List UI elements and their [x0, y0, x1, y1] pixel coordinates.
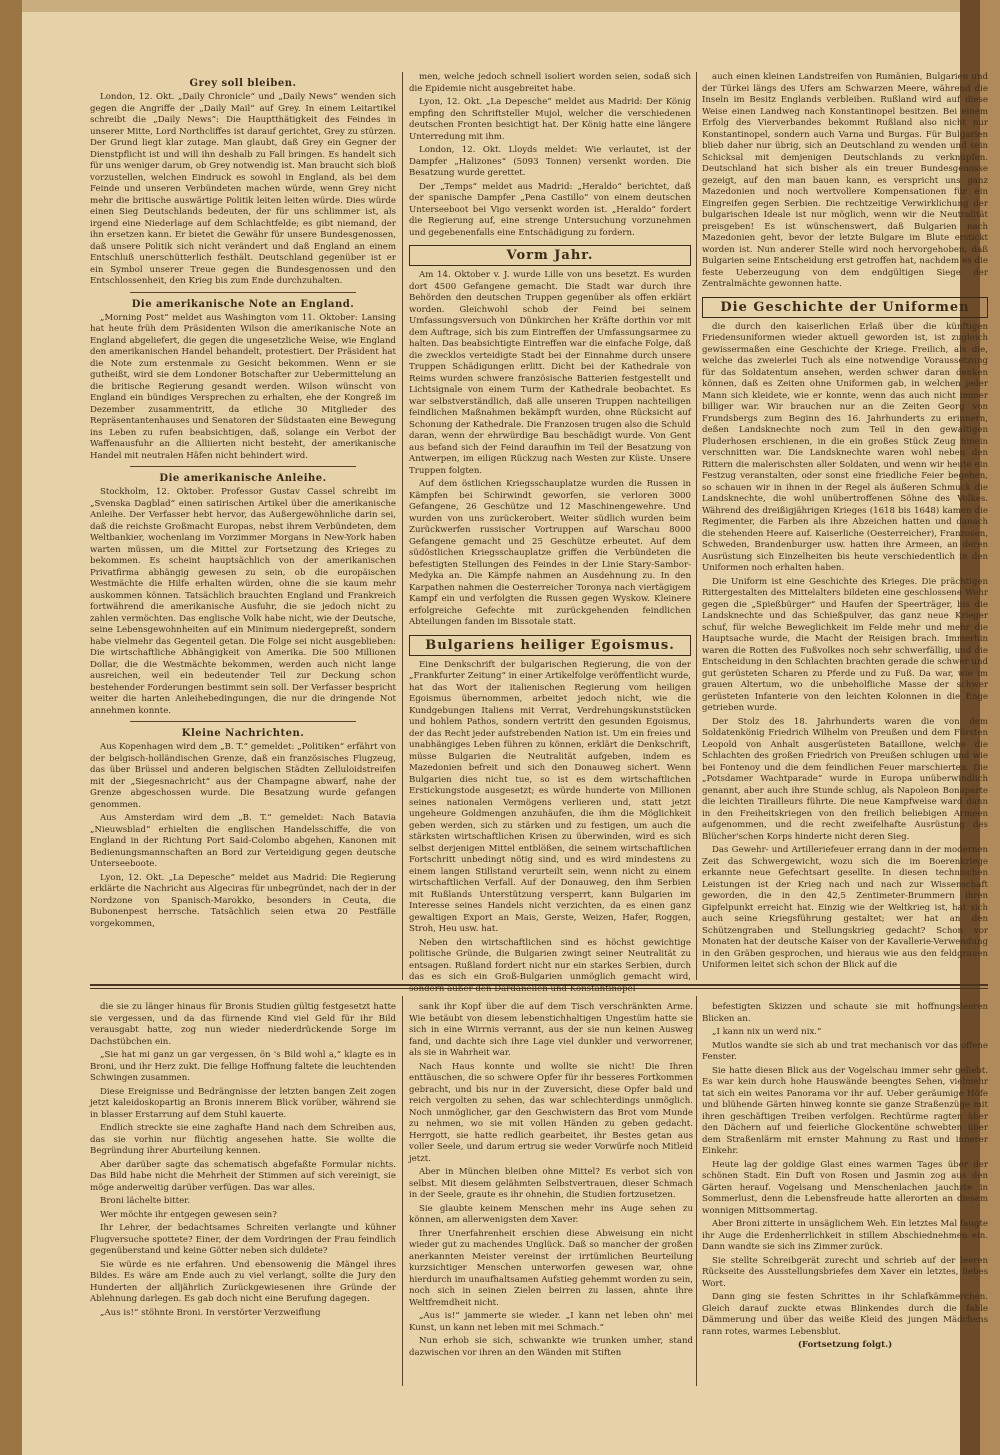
article-paragraph: Auf dem östlichen Kriegsschauplatze wurden die Russen in Kämpfen bei Schirwindt geworfen, sie verloren 3000 Gefangene, 26 Geschütze und 12 Maschinengewehre. Und wurden von uns zurückerobert. Weiter südlich wurden beim Zurückwerfen russischer Vortruppen auf Warschau 8000 Gefangene gemacht und 25 Geschütze erbeutet. Auf dem südöstlichen Kriegsschauplatze griffen die Verbündeten die befestigten Stellungen des Feindes in der Linie Stary-Sambor-Medyka an. Die Kämpfe nahmen an Ausdehnung zu. In den Karpathen nahmen die Oesterreicher Toronya nach viertägigem Kampf ein und verfolgten die Russen gegen Wyskow. Kleinere erfolgreiche Gefechte mit zurückgehenden feindlichen Abteilungen fanden im Bissotale statt. — [409, 479, 691, 627]
article-paragraph: men, welche jedoch schnell isoliert worden seien, sodaß sich die Epidemie nicht ausgebreitet habe. — [409, 72, 691, 94]
article-paragraph: „Morning Post“ meldet aus Washington vom 11. Oktober: Lansing hat heute früh dem Präsidenten Wilson die amerikanische Note an England abgeliefert, die gegen die ungesetzliche Weise, wie England den amerikanischen Handel behandelt, protestiert. Der Präsident hat die Note zum erstenmale zu Gesicht bekommen. Wenn er sie gutheißt, wird sie dem Londoner Botschafter zur Uebermittelung an die britische Regierung gesandt werden. Wilson wünscht von England ein bündiges Versprechen zu erhalten, ehe der Kongreß im Dezember zusammentritt, da etliche 30 Mitglieder des Repräsentantenhauses und Senatoren der Südstaaten eine Bewegung ins Leben zu rufen beabsichtigen, daß, solange ein Verbot der Waffenausfuhr an die Alliierten nicht besteht, der amerikanische Handel mit neutralen Häfen nicht behindert wird. — [90, 312, 396, 461]
story-paragraph: sank ihr Kopf über die auf dem Tisch verschränkten Arme. Wie betäubt von diesem lebenstichhaltigen Ungestüm hatte sie sich in eine Wirrnis verrannt, aus der sie nun keinen Ausweg fand, und dachte sich ihre Lage viel dunkler und verworrener, als sie in Wahrheit war. — [409, 1002, 693, 1058]
article-paragraph: Die Uniform ist eine Geschichte des Krieges. Die prächtigen Rittergestalten des Mittelalters bildeten eine geschlossene Wehr gegen die „Spießbürger“ und Haufen der Speerträger, bis die Landsknechte und das Schießpulver, das ganz neue Krieger schuf, für welche Beweglichkeit im Felde mehr und mehr die Hauptsache wurde, die Macht der Reisigen brach. Immerhin waren die Rotten des Fußvolkes noch sehr schwerfällig, und die Entscheidung in den Schlachten brachten gerade die schwer und gut gerüsteten Scharen zu Pferde und zu Fuß. Da war, wie im grauen Altertum, wo die unbeholfliche Masse der schwer gerüsteten Infanterie von den leichten Kolonnen in die Enge getrieben wurde. — [702, 576, 988, 713]
story-paragraph: die sie zu länger hinaus für Bronis Studien gültig festgesetzt hatte sie vergessen, und da das fürnende Kind viel Geld für ihr Bild verausgabt hatte, zog nun wieder niederdrückende Sorge im Dachstübchen ein. — [90, 1002, 396, 1047]
story-paragraph: Mutlos wandte sie sich ab und trat mechanisch vor das offene Fenster. — [702, 1040, 988, 1062]
article-paragraph: London, 12. Okt. Lloyds meldet: Wie verlautet, ist der Dampfer „Halizones“ (5093 Tonnen) versenkt worden. Die Besatzung wurde gerettet. — [409, 145, 691, 178]
story-paragraph: Nun erhob sie sich, schwankte wie trunken umher, stand dazwischen vor ihren an den Wänden mit Stiften — [409, 1336, 693, 1358]
article-paragraph: Aus Amsterdam wird dem „B. T.“ gemeldet: Nach Batavia „Nieuwsblad“ erhielten die englischen Handelsschiffe, die von England in der Richtung Port Said-Colombo abgehen, Kanonen mit Bedienungsmannschaften an Bord zur Verteidigung gegen deutsche Unterseeboote. — [90, 813, 396, 869]
story-paragraph: „I kann nix un werd nix.“ — [712, 1027, 822, 1037]
article-title: Die amerikanische Note an England. — [131, 298, 355, 310]
article-paragraph: Aus Kopenhagen wird dem „B. T.“ gemeldet: „Politiken“ erfährt von der belgisch-holländischen Grenze, daß ein französisches Flugzeug, das über Brüssel und anderen belgischen Städten Zelluloidstreifen mit der „Siegesnachricht“ aus der Champagne abwarf, nahe der Grenze abgeschossen wurde. Die Besatzung wurde gefangen genommen. — [90, 742, 396, 810]
story-paragraph: Ihrer Unerfahrenheit erschien diese Abweisung ein nicht wieder gut zu machendes Unglück. Daß so mancher der großen anerkannten Meister vereinst der irrtümlichen Beurteilung kurzsichtiger Menschen unterworfen gewesen war, ohne hierdurch im unaufhaltsamen Aufstieg gehemmt worden zu sein, noch sich in seinen Zielen beirren zu lassen, ahnte ihre Weltfremdheit nicht. — [409, 1228, 693, 1308]
article-paragraph: Eine Denkschrift der bulgarischen Regierung, die von der „Frankfurter Zeitung“ in einer Artikelfolge veröffentlicht wurde, hat das Wort der italienischen Regierung vom heiligen Egoismus übernommen, arbeitet jedoch nicht, wie die Kundgebungen Italiens mit Verrat, Verdrehungskunststücken und hohlem Pathos, sondern vertritt den gesunden Egoismus, der das Recht jeder aufstrebenden Nation ist. Um ein freies und unabhängiges Leben führen zu können, erklärt die Denkschrift, müsse Bulgarien die Neutralität aufgeben, indem es Mazedonien befreit und sich den Donauweg sichert. Wenn Bulgarien dies nicht tue, so ist es dem wirtschaftlichen Erstickungstode ausgesetzt; es würde hunderte von Millionen seines nationalen Vermögens verlieren und, statt jetzt ungeheure Goldmengen anzuhäufen, die ihm die Möglichkeit geben werden, sich zu stärken und zu festigen, um auch die stärksten wirtschaftlichen Krisen zu überwinden, wird es sich selbst derjenigen Mittel entblößen, die seinem wirtschaftlichen Fortschritt unbedingt nötig sind, und es wird mindestens zu einem langen Stillstand verurteilt sein, wenn nicht zu einem wirtschaftlichen Verfall. Auf der Donauweg, den ihm Serbien mit Rußlands Unterstützung versperrt, kann Bulgarien im Interesse seines Handels nicht verzichten, da es einen ganz gewaltigen Export an Mais, Gerste, Weizen, Hafer, Roggen, Stroh, Heu usw. hat. — [409, 659, 691, 934]
article-paragraph: die durch den kaiserlichen Erlaß über die künftigen Friedensuniformen wieder aktuell geworden ist, ist zugleich gewissermaßen eine Geschichte der Kriege. Freilich, als die, welche das zweierlei Tuch als eine notwendige Voraussetzung für das Soldatentum ansehen, werden schwer daran denken können, daß es Zeiten ohne Uniformen gab, in welchen jeder Mann sich kleidete, wie er konnte, wenn das auch nicht immer billiger war. Wir brauchen nur an die Zeiten Georg von Frundsbergs zum Beginn des 16. Jahrhunderts zu erinnern, deßen Landsknechte noch zum Teil in den gewaltigen Pluderhosen erschienen, in die ein großes Stück Zeug hinein verschnitten war. Die Landsknechte waren wohl neben den Rittern die malerischsten aller Soldaten, und wenn wir heute ein Festzug veranstalten, oder sonst eine friedliche Feier begehen, so schauen wir in ihnen in der Regel als äußeren Schmuck die Landsknechte, die wohl unübertroffenen Söhne des Volkes. Während des dreißigjährigen Krieges (1618 bis 1648) kamen die Regimenter, die Farben als ihre Abzeichen hatten und danach die stehenden Heere auf. Kaiserliche (Oesterreicher), Franzosen, Schweden, Brandenburger usw. hatten ihre Armeen, an deren Ausrüstung sich Einzelheiten bis heute verschiedentlich in den Uniformen noch erhalten haben. — [702, 321, 988, 573]
divider — [130, 292, 356, 293]
page-edge-left — [0, 0, 22, 1455]
story-paragraph: Aber darüber sagte das schematisch abgefaßte Formular nichts. Das Bild habe nicht die Mehrheit der Stimmen auf sich vereinigt, sie möge anderweitig darüber verfügen. Das war alles. — [90, 1159, 396, 1193]
story-paragraph: Sie hatte diesen Blick aus der Vogelschau immer sehr geliebt. Es war kein durch hohe Hauswände beengtes Sehen, vielmehr tat sich ein weites Panorama vor ihr auf. Ueber geräumige Höfe und blühende Gärten hinweg konnte sie ganze Straßenzüge mit ihren geschäftigen Treiben verfolgen. Rechtürme ragten über den Dächern auf und feierliche Glockentöne schwebten über dem Straßenlärm mit ernster Mahnung zu Rast und innerer Einkehr. — [702, 1065, 988, 1156]
story-paragraph: Wer möchte ihr entgegen gewesen sein? — [100, 1209, 277, 1220]
story-paragraph: Aber Broni zitterte in unsäglichem Weh. Ein letztes Mal faugte ihr Auge die Erdenherrlichkeit in stillem Abschiednehmen ein. Dann wandte sie sich ins Zimmer zurück. — [702, 1219, 988, 1252]
column-rule-1 — [402, 72, 403, 980]
story-paragraph: Diese Ereignisse und Bedrängnisse der letzten bangen Zeit zogen jetzt kaleidoskopartig an Bronis innerem Blick vorüber, während sie in blasser Erstarrung auf dem Stuhl kauerte. — [90, 1086, 396, 1120]
story-continued-note: (Fortsetzung folgt.) — [797, 1340, 893, 1350]
story-paragraph: Dann ging sie festen Schrittes in ihr Schlafkämmerchen. Gleich darauf zuckte etwas Blinkendes durch die fahle Dämmerung und über das weiße Kleid des jungen Mädchens rann rotes, warmes Lebensblut. — [702, 1292, 988, 1337]
story-paragraph: Nach Haus konnte und wollte sie nicht! Die Ihren enttäuschen, die so schwere Opfer für ihr besseres Fortkommen gebracht, und bis nur in der Zuversicht, diese Opfer bald und reich vergolten zu sehen, das war schlechterdings unmöglich. Noch unmöglicher, gar den Geschwistern das Brot vom Munde zu nehmen, wo sie mit vollen Händen zu geben gedacht. Herrgott, sie hatte redlich gearbeitet, ihr Bestes getan aus voller Seele, und darum ertrug sie weder Vorwürfe noch Mitleid jetzt. — [409, 1061, 693, 1164]
column-rule-2 — [696, 72, 697, 980]
story-paragraph: Sie stellte Schreibgerät zurecht und schrieb auf der leeren Rückseite des Ausstellungsbriefes dem Xaver ein letztes, liebes Wort. — [702, 1255, 988, 1289]
article-paragraph: auch einen kleinen Landstreifen von Rumänien, Bulgarien und der Türkei längs des Ufers am Schwarzen Meere, während die Inseln im Besitz Englands verbleiben. Rußland wird auf diese Weise einen Landweg nach Konstantinopel besitzen. Bei einem Erfolg des Vierverbandes bekommt Rußland also nicht nur Konstantinopel, sondern auch Varna und Burgas. Für Bulgarien blieb daher nur übrig, sich an Deutschland zu wenden und sein Schicksal mit demjenigen Deutschlands zu verknüpfen. Deutschland hat sich bisher als ein treuer Bundesgenosse gezeigt, auf den man bauen kann, es verspricht uns ganz Mazedonien und noch wertvollere Kompensationen für ein Eingreifen gegen Serbien. Die rechtzeitige Verwirklichung der bulgarischen Ideale ist nur möglich, wenn wir die Neutralität preisgeben! Es ist wünschenswert, daß Bulgarien nach Mazedonien geht, bevor der letzte Bulgare im Blute erstickt worden ist. Nun anderer Stelle wird noch hervorgehoben, daß Bulgarien seine Entscheidung erst getroffen hat, nachdem es die feste Ueberzeugung von dem endgültigen Siege der Zentralmächte gewonnen hatte. — [702, 72, 988, 289]
story-paragraph: Sie würde es nie erfahren. Und ebensowenig die Mängel ihres Bildes. Es wäre am Ende auch zu viel verlangt, sollte die Jury den Hunderten der alljährlich Zurückgewiesenen ihre Gründe der Ablehnung darlegen. Es gab doch nicht eine Berufung dagegen. — [90, 1259, 396, 1304]
newspaper-page — [22, 0, 988, 1455]
story-paragraph: „Aus is!“ stöhnte Broni. In verstörter Verzweiflung — [100, 1307, 321, 1318]
article-paragraph: Der „Temps“ meldet aus Madrid: „Heraldo“ berichtet, daß der spanische Dampfer „Pena Castillo“ von einem deutschen Unterseeboot bei Vigo versenkt worden ist. „Heraldo“ fordert die Regierung auf, eine strenge Untersuchung vorzunehmen und gegebenenfalls eine Entschädigung zu fordern. — [409, 181, 691, 238]
feuilleton-column-2 — [409, 1002, 693, 1382]
article-title: Bulgariens heiliger Egoismus. — [409, 635, 691, 656]
divider — [130, 466, 356, 467]
story-paragraph: Ihr Lehrer, der bedachtsames Schreiten verlangte und kühner Flugversuche spottete? Einer, der dem Vordringen der Frau feindlich gegenüberstand und keine Götter neben sich duldete? — [90, 1223, 396, 1256]
divider — [130, 721, 356, 722]
top-margin — [22, 0, 980, 12]
feuilleton-column-1 — [90, 1002, 396, 1382]
story-paragraph: Broni lächelte bitter. — [100, 1196, 191, 1206]
story-paragraph: Aber in München bleiben ohne Mittel? Es verbot sich von selbst. Mit diesem gelähmten Selbstvertrauen, dieser Schmach in der Seele, graute es ihr ohnehin, die Studien fortzusetzen. — [409, 1167, 693, 1200]
column-rule-3 — [402, 996, 403, 1386]
article-paragraph: Lyon, 12. Okt. „La Depesche“ meldet aus Madrid: Die Regierung erklärte die Nachricht aus Algeciras für unbegründet, nach der in der Nordzone von Spanisch-Marokko, besonders in Ceuta, die Bubonenpest herrsche. Tatsächlich seien etwa 20 Pestfälle vorgekommen, — [90, 872, 396, 929]
story-paragraph: befestigten Skizzen und schaute sie mit hoffnungsleeren Blicken an. — [702, 1002, 988, 1024]
article-title: Die amerikanische Anleihe. — [159, 473, 327, 484]
news-column-1 — [90, 72, 396, 970]
article-paragraph: Der Stolz des 18. Jahrhunderts waren die von dem Soldatenkönig Friedrich Wilhelm von Preußen und dem Fürsten Leopold von Anhalt ausgerüsteten Bataillone, welche die Schlachten des großen Friedrich von Preußen schlugen und wie bei Fontenoy und die dem feindlichen Feuer marschierten. Die „Potsdamer Wachtparade“ wurde in Europa unüberwindlich genannt, aber auch ihre Stunde schlug, als Napoleon Bonaparte die leichten Tirailleurs führte. Die neue Kampfweise ward dann in den Freiheitskriegen von den freilich beliebigen Armeen aufgenommen, und die recht zweifelhafte Ausrüstung des Blücher'schen Korps hinderte nicht deren Sieg. — [702, 716, 988, 842]
article-paragraph: Am 14. Oktober v. J. wurde Lille von uns besetzt. Es wurden dort 4500 Gefangene gemacht. Die Stadt war durch ihre Behörden den deutschen Truppen gegenüber als offen erklärt worden. Gleichwohl schob der Feind bei seinem Umfassungsversuch von Dünkirchen her Kräfte dorthin vor mit dem Auftrage, sich bis zum Eintreffen der Umfassungsarmee zu halten. Das beabsichtigte Eintreffen war die einfache Folge, daß die zwecklos verteidigte Stadt bei der Einnahme durch unsere Truppen Schädigungen erlitt. Dicht bei der Kathedrale von Reims wurden schwere französische Batterien festgestellt und Lichtsignale von einem Turm der Kathedrale beobachtet. Es war selbstverständlich, daß alle unseren Truppen nachteiligen feindlichen Maßnahmen bekämpft wurden, ohne Rücksicht auf Schonung der Kathedrale. Die Franzosen trugen also die Schuld daran, wenn der ehrwürdige Bau beschädigt wurde. Von Gent aus befand sich der Feind daraufhin im Teil der Besatzung von Antwerpen, im eiligen Rückzug nach Westen zur Küste. Unsere Truppen folgten. — [409, 270, 691, 476]
story-paragraph: „Sie hat mi ganz un gar vergessen, ön 's Bild wohl a,“ klagte es in Broni, und ihr Herz zukt. Die fellige Hoffnung faltete die leuchtenden Schwingen zusammen. — [90, 1050, 396, 1083]
article-title: Die Geschichte der Uniformen — [702, 297, 988, 318]
news-column-2 — [409, 72, 691, 994]
story-paragraph: „Aus is!“ jammerte sie wieder. „I kann net leben ohn' mei Kunst, un kann net leben mit mei Schmach.“ — [409, 1311, 693, 1333]
article-paragraph: Das Gewehr- und Artilleriefeuer errang dann in der modernen Zeit das Schwergewicht, wozu sich die im Boerenkriege erkannte neue Gefechtsart gesellte. In diesen technischen Leistungen ist der Krieg nach und nach zur Wissenschaft geworden, die in den 42,5 Zentimeter-Brummern ihren Gipfelpunkt erreicht hat. Einzig wie der Weltkrieg ist, hat sich auch seine Kriegsführung gestaltet; wer hat an den Schützengraben und Stellungskrieg gedacht? Schon vor Monaten hat der deutsche Kaiser von der Kavallerie-Verwendung in den Gräben gesprochen, und hieraus wie aus den feldgrauen Uniformen leitet sich schon der Blick auf die — [702, 845, 988, 970]
article-paragraph: London, 12. Okt. „Daily Chronicle“ und „Daily News“ wenden sich gegen die Angriffe der „Daily Mail“ auf Grey. In einem Leitartikel schreibt die „Daily News“: Die Hauptthätigkeit des Feindes in unserer Mitte, Lord Northcliffes ist darauf gerichtet, Grey zu stürzen. Der Grund liegt klar zutage. Man glaubt, daß Grey ein Gegner der Dienstpflicht ist und will ihn deshalb zu Fall bringen. Es handelt sich für uns weniger darum, ob Grey notwendig ist. Man braucht sich bloß vorzustellen, welchen Eindruck es sowohl in England, als bei dem Feinde und unseren Verbündeten machen würde, wenn Grey nicht mehr die britische auswärtige Politik leiten leiten würde. Dies würde einen Sieg Deutschlands bedeuten, der für uns schlimmer ist, als irgend eine Niederlage auf dem Schlachtfelde; es gibt niemand, der ihn ersetzen kann. Er bietet die Gewähr für unsere Bundesgenossen, daß unsere Politik sich nicht verändert und daß England an einem Entschluß unerschütterlich festhält. Deutschland gegenüber ist er ein Symbol unserer Treue gegen die Bundesgenossen und den Entschlossenheit, den Krieg bis zum Ende durchzuhalten. — [90, 92, 396, 286]
story-paragraph: Heute lag der goldige Glast eines warmen Tages über der schönen Stadt. Ein Duft von Rosen und Jasmin zog aus den Gärten herauf. Vogelsang und Menschenlachen jauchzte in Sommerlust, denn die Lebensfreude hatte allerorten an diesem wonnigen Mittsommertag. — [702, 1159, 988, 1216]
news-column-3 — [702, 72, 988, 970]
article-title: Kleine Nachrichten. — [181, 728, 305, 739]
story-paragraph: Endlich streckte sie eine zaghafte Hand nach dem Schreiben aus, das sie vorhin nur flüchtig angesehen hatte. Sie wollte die Begründung ihrer Aburteilung kennen. — [90, 1123, 396, 1156]
article-paragraph: Stockholm, 12. Oktober. Professor Gustav Cassel schreibt im „Svenska Dagblad“ einen satirischen Artikel über die amerikanische Anleihe. Der Verfasser hebt hervor, das Außergewöhnliche darin sei, daß die reichste Großmacht Europas, nebst ihrem Verbündeten, dem Weltbankier, wochenlang im Vorzimmer Morgans in New-York haben warten müssen, um die Mittel zur Fortsetzung des Krieges zu bekommen. Es scheint hauptsächlich von der amerikanischen Privatfirma abhängig gewesen zu sein, ob die europäischen Westmächte die Hilfe erhalten würden, ohne die sie kaum mehr auskommen können. Tatsächlich brauchten England und Frankreich fortwährend die amerikanische Ausfuhr, die sie jedoch nicht zu zahlen vermöchten. Das englische Volk habe nicht, wie der Deutsche, seine Lebensgewohnheiten auf ein Minimum niedergepreßt, sondern habe vielmehr das Gegenteil getan. Die Folge sei nicht ausgeblieben: Die wirtschaftliche Abhängigkeit von Amerika. Die 500 Millionen Dollar, die die Westmächte bekommen, werden auch nicht lange ausreichen, weil ein bedeutender Teil zur Deckung schon bestehender Forderungen bestimmt sein soll. Der Verfasser bespricht weiter die harten Anleihebedingungen, die nur die dringende Not annehmen konnte. — [90, 487, 396, 716]
story-paragraph: Sie glaubte keinem Menschen mehr ins Auge sehen zu können, am allerwenigsten dem Xaver. — [409, 1203, 693, 1225]
article-title: Vorm Jahr. — [409, 245, 691, 266]
column-rule-4 — [696, 996, 697, 1386]
article-title: Grey soll bleiben. — [189, 78, 297, 89]
article-paragraph: Neben den wirtschaftlichen sind es höchst gewichtige politische Gründe, die Bulgarien zwingt seiner Neutralität zu entsagen. Rußland fordert nicht nur ein starkes Serbien, durch das es sich ein Groß-Bulgarien unmöglich gemacht wird, sondern außer den Dardanellen und Konstantinopel — [409, 937, 691, 994]
article-paragraph: Lyon, 12. Okt. „La Depesche“ meldet aus Madrid: Der König empfing den Schriftsteller Mujol, welcher die verschiedenen deutschen Fronten besichtigt hat. Der König hatte eine längere Unterredung mit ihm. — [409, 97, 691, 142]
feuilleton-column-3 — [702, 1002, 988, 1382]
